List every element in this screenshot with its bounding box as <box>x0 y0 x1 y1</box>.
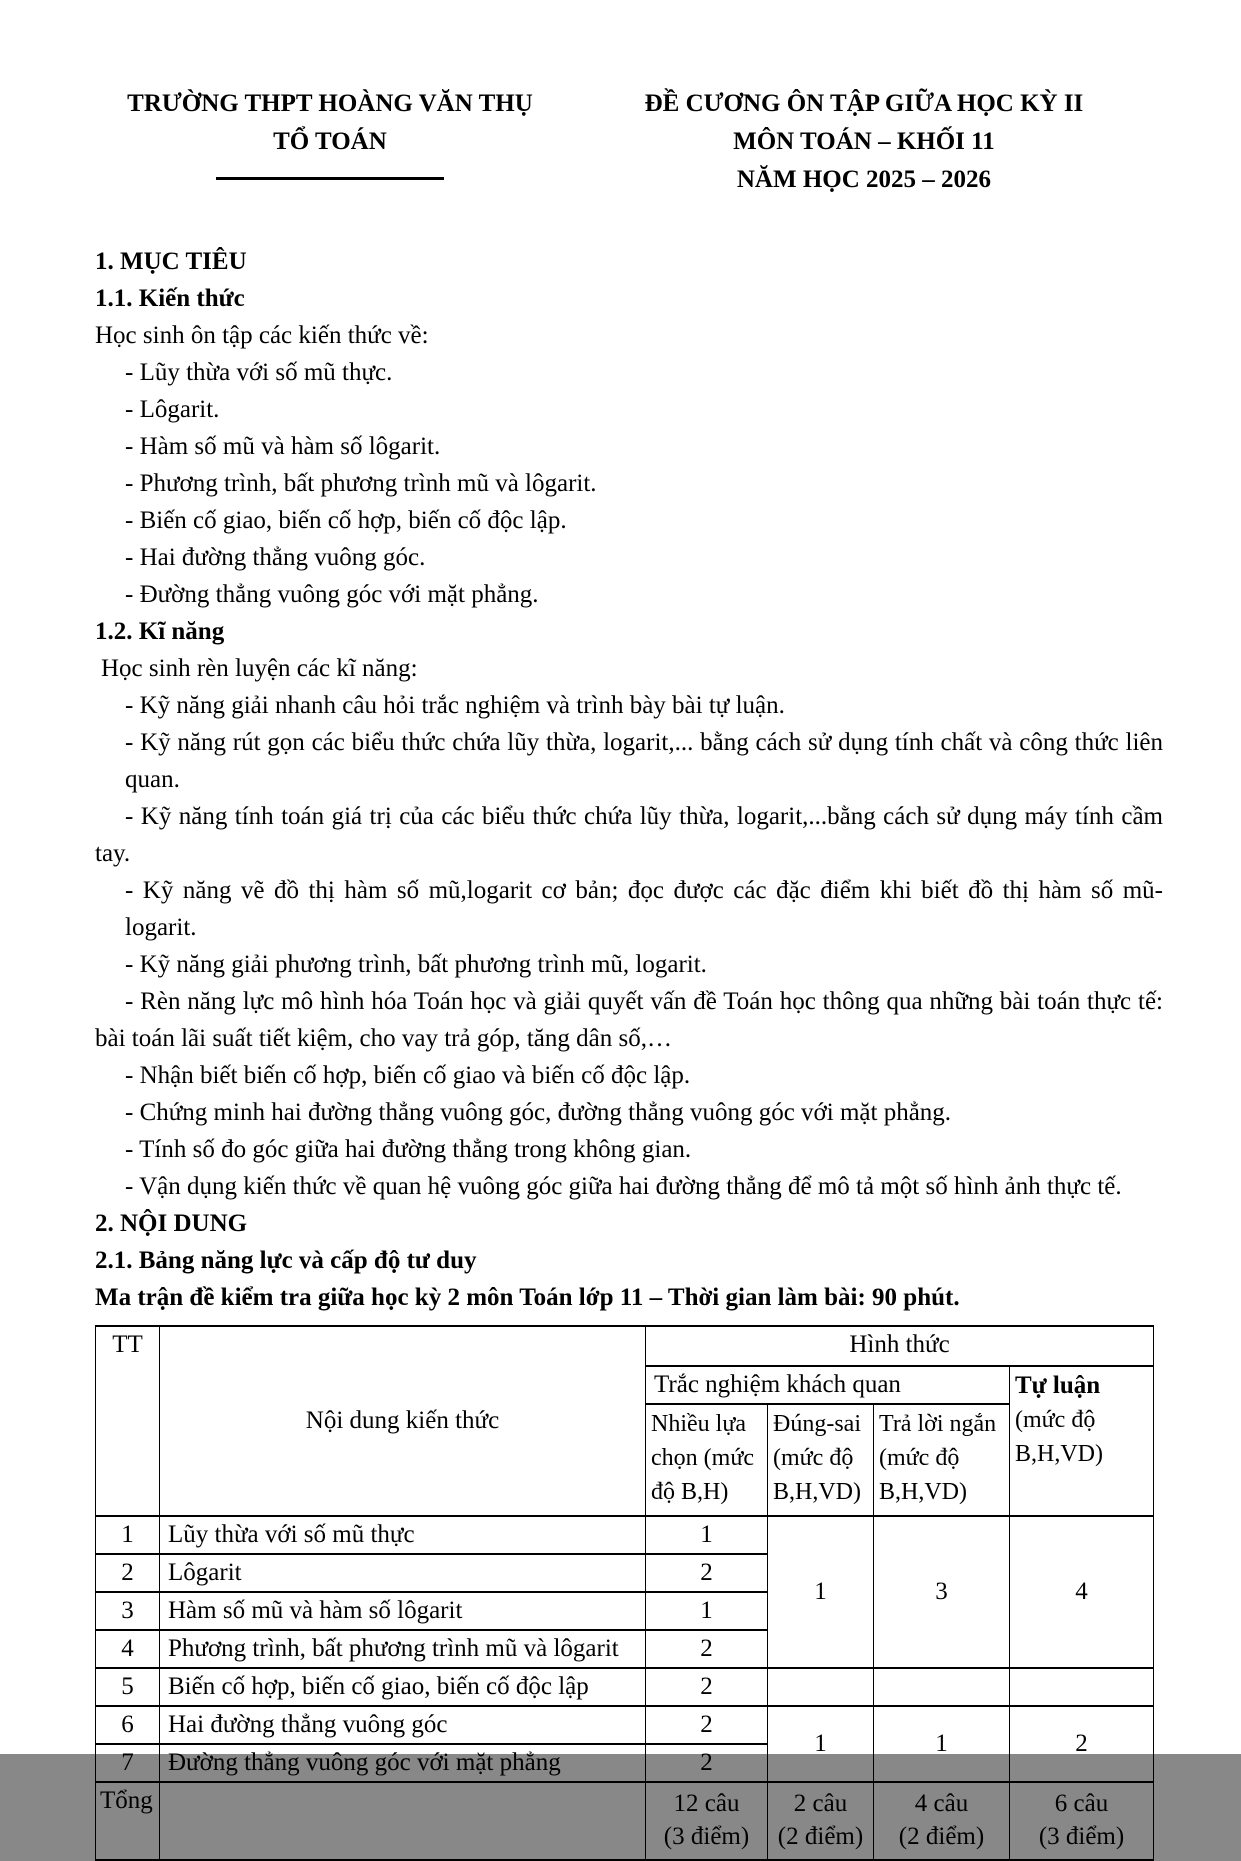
document-year: NĂM HỌC 2025 – 2026 <box>736 166 992 193</box>
row-content: Phương trình, bất phương trình mũ và lôgarit <box>160 1630 646 1668</box>
document-body <box>95 243 1163 1861</box>
row-content: Lôgarit <box>160 1554 646 1592</box>
header-school-block <box>95 85 565 199</box>
row-mc-count: 2 <box>646 1744 768 1782</box>
row-mc-count: 1 <box>646 1592 768 1630</box>
row-tt: 7 <box>96 1744 160 1782</box>
skills-item: - Tính số đo góc giữa hai đường thẳng trong không gian. <box>125 1136 692 1163</box>
section1-heading: 1. MỤC TIÊU <box>95 248 247 275</box>
row-tt: 4 <box>96 1630 160 1668</box>
total-label: Tổng <box>96 1782 160 1860</box>
skills-item: - Kỹ năng vẽ đồ thị hàm số mũ,logarit cơ bản; đọc được các đặc điểm khi biết đồ thị hàm số mũ-logarit. <box>125 877 1163 941</box>
row-mc-count: 2 <box>646 1706 768 1744</box>
row-tt: 2 <box>96 1554 160 1592</box>
tu-luan-sublabel: (mức độ B,H,VD) <box>1015 1407 1103 1467</box>
skills-item: - Rèn năng lực mô hình hóa Toán học và giải quyết vấn đề Toán học thông qua những bài toán thực tế: bài toán lãi suất tiết kiệm, cho vay trả góp, tăng dân số,… <box>95 988 1163 1052</box>
empty-cell <box>768 1668 874 1706</box>
col-header-tt: TT <box>96 1326 160 1516</box>
table-row <box>96 1516 1154 1554</box>
skills-intro: Học sinh rèn luyện các kĩ năng: <box>101 655 418 682</box>
document-subject: MÔN TOÁN – KHỐI 11 <box>733 128 995 155</box>
total-tra-loi-ngan: 4 câu (2 điểm) <box>874 1782 1010 1860</box>
empty-cell <box>160 1782 646 1860</box>
merged-tra-loi-ngan-count: 1 <box>874 1706 1010 1782</box>
merged-tu-luan-count: 2 <box>1010 1706 1154 1782</box>
merged-tra-loi-ngan-count: 3 <box>874 1516 1010 1668</box>
row-tt: 5 <box>96 1668 160 1706</box>
skills-item: - Kỹ năng giải phương trình, bất phương trình mũ, logarit. <box>125 951 707 978</box>
row-content: Hàm số mũ và hàm số lôgarit <box>160 1592 646 1630</box>
col-header-tu-luan <box>1010 1366 1154 1516</box>
exam-matrix-table <box>95 1325 1154 1861</box>
document-title: ĐỀ CƯƠNG ÔN TẬP GIỮA HỌC KỲ II <box>644 90 1084 117</box>
skills-item: - Nhận biết biến cố hợp, biến cố giao và biến cố độc lập. <box>125 1062 691 1089</box>
row-content: Đường thẳng vuông góc với mặt phẳng <box>160 1744 646 1782</box>
matrix-title: Ma trận đề kiểm tra giữa học kỳ 2 môn Toán lớp 11 – Thời gian làm bài: 90 phút. <box>95 1284 960 1311</box>
col-header-dung-sai: Đúng-sai (mức độ B,H,VD) <box>768 1404 874 1516</box>
knowledge-intro: Học sinh ôn tập các kiến thức về: <box>95 322 429 349</box>
knowledge-item: - Hàm số mũ và hàm số lôgarit. <box>125 433 441 460</box>
skills-item: - Kỹ năng giải nhanh câu hỏi trắc nghiệm và trình bày bài tự luận. <box>125 692 785 719</box>
knowledge-item: - Phương trình, bất phương trình mũ và lôgarit. <box>125 470 597 497</box>
table-total-row <box>96 1782 1154 1860</box>
knowledge-item: - Hai đường thẳng vuông góc. <box>125 544 426 571</box>
knowledge-heading: 1.1. Kiến thức <box>95 285 245 312</box>
row-tt: 6 <box>96 1706 160 1744</box>
skills-item: - Kỹ năng rút gọn các biểu thức chứa lũy thừa, logarit,... bằng cách sử dụng tính chất và công thức liên quan. <box>125 729 1163 793</box>
section2-heading: 2. NỘI DUNG <box>95 1210 248 1237</box>
department-name: TỔ TOÁN <box>273 128 387 155</box>
school-name: TRƯỜNG THPT HOÀNG VĂN THỤ <box>127 90 533 117</box>
col-header-nhieu-lua-chon: Nhiều lựa chọn (mức độ B,H) <box>646 1404 768 1516</box>
col-header-tnkq: Trắc nghiệm khách quan <box>646 1366 1010 1404</box>
knowledge-item: - Biến cố giao, biến cố hợp, biến cố độc lập. <box>125 507 567 534</box>
row-mc-count: 2 <box>646 1630 768 1668</box>
row-mc-count: 1 <box>646 1516 768 1554</box>
table-row <box>96 1668 1154 1706</box>
row-mc-count: 2 <box>646 1554 768 1592</box>
table-row <box>96 1706 1154 1744</box>
col-header-tra-loi-ngan: Trả lời ngắn (mức độ B,H,VD) <box>874 1404 1010 1516</box>
merged-dung-sai-count: 1 <box>768 1516 874 1668</box>
empty-cell <box>874 1668 1010 1706</box>
document-header <box>95 85 1163 199</box>
row-tt: 1 <box>96 1516 160 1554</box>
merged-tu-luan-count: 4 <box>1010 1516 1154 1668</box>
col-header-noi-dung: Nội dung kiến thức <box>160 1326 646 1516</box>
tu-luan-label: Tự luận <box>1015 1372 1101 1399</box>
total-nhieu-lua-chon: 12 câu (3 điểm) <box>646 1782 768 1860</box>
empty-cell <box>1010 1668 1154 1706</box>
skills-heading: 1.2. Kĩ năng <box>95 618 225 645</box>
row-tt: 3 <box>96 1592 160 1630</box>
row-content: Biến cố hợp, biến cố giao, biến cố độc lập <box>160 1668 646 1706</box>
header-title-block <box>565 85 1163 199</box>
total-tu-luan: 6 câu (3 điểm) <box>1010 1782 1154 1860</box>
section2-subheading: 2.1. Bảng năng lực và cấp độ tư duy <box>95 1247 477 1274</box>
skills-item: - Chứng minh hai đường thẳng vuông góc, đường thẳng vuông góc với mặt phẳng. <box>125 1099 952 1126</box>
row-content: Lũy thừa với số mũ thực <box>160 1516 646 1554</box>
total-dung-sai: 2 câu (2 điểm) <box>768 1782 874 1860</box>
skills-item: - Vận dụng kiến thức về quan hệ vuông góc giữa hai đường thẳng để mô tả một số hình ảnh thực tế. <box>125 1173 1122 1200</box>
knowledge-item: - Lôgarit. <box>125 396 220 423</box>
col-header-hinh-thuc: Hình thức <box>646 1326 1154 1366</box>
row-content: Hai đường thẳng vuông góc <box>160 1706 646 1744</box>
knowledge-item: - Lũy thừa với số mũ thực. <box>125 359 393 386</box>
row-mc-count: 2 <box>646 1668 768 1706</box>
skills-item: - Kỹ năng tính toán giá trị của các biểu thức chứa lũy thừa, logarit,...bằng cách sử dụng máy tính cầm tay. <box>95 803 1163 867</box>
header-underline <box>216 177 444 180</box>
knowledge-item: - Đường thẳng vuông góc với mặt phẳng. <box>125 581 539 608</box>
merged-dung-sai-count: 1 <box>768 1706 874 1782</box>
